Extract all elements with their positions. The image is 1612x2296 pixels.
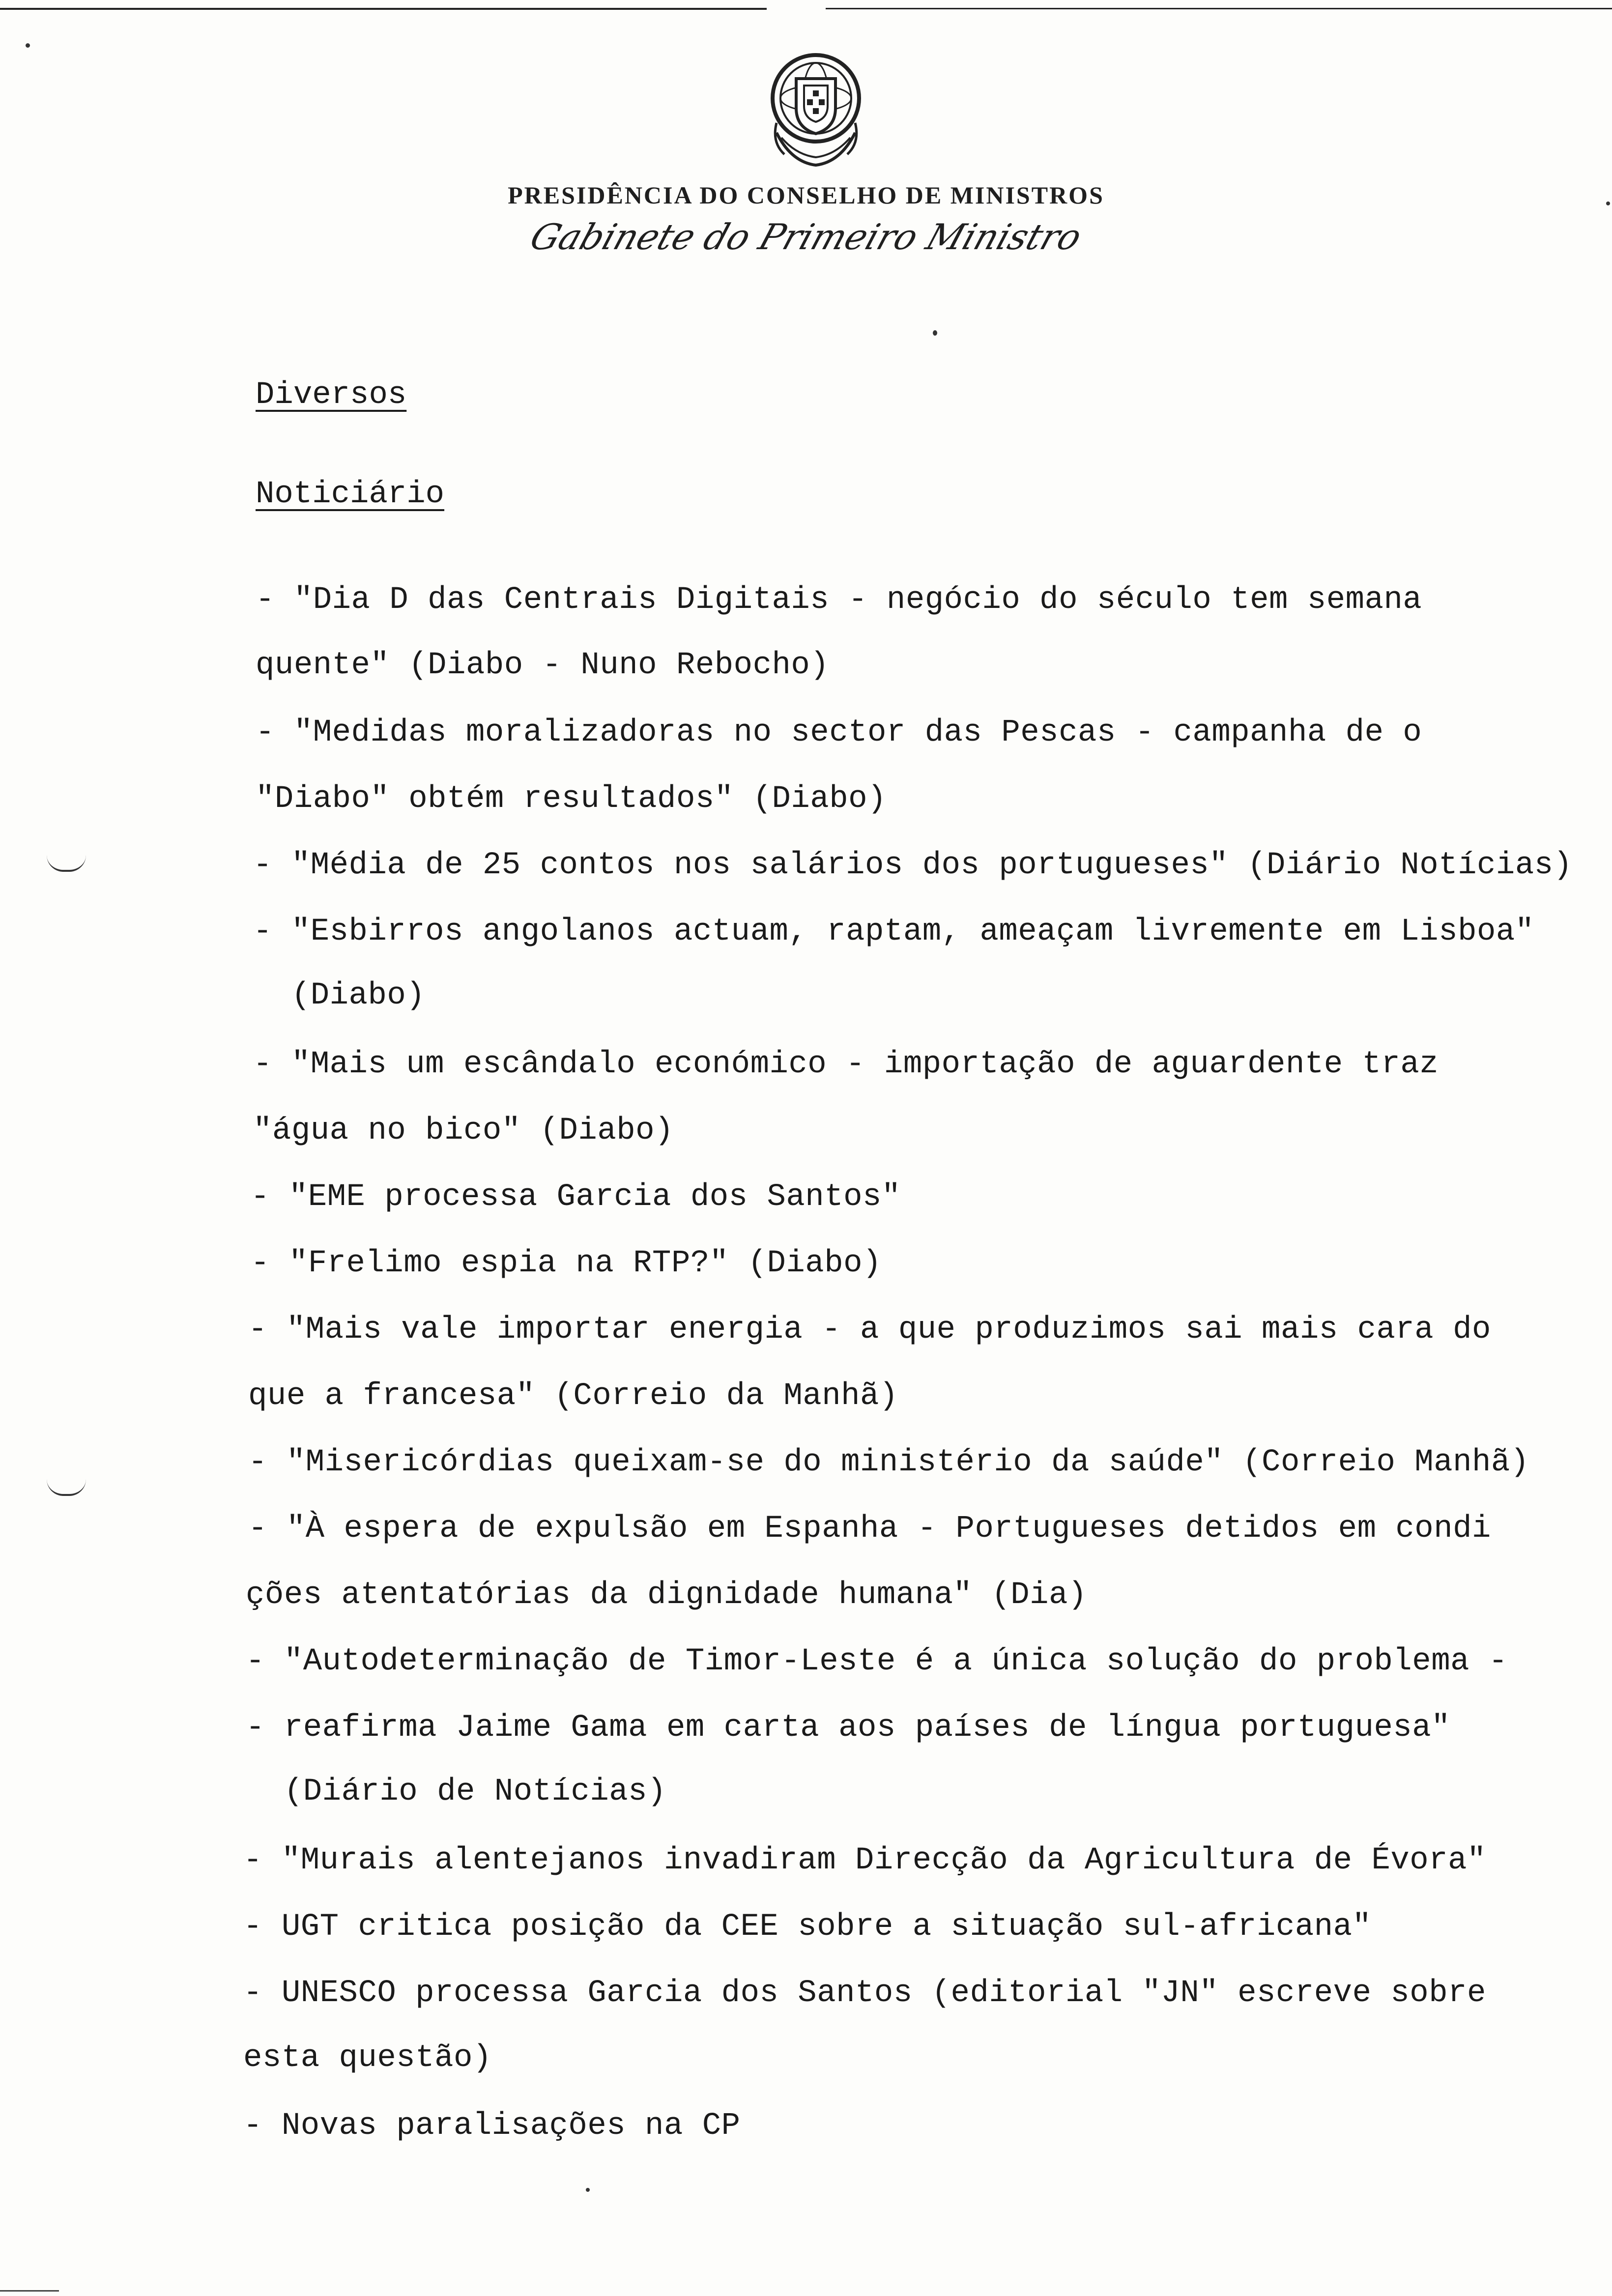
section-heading-noticiario: Noticiário — [256, 477, 445, 512]
news-line: - "Dia D das Centrais Digitais - negócio do século tem semana — [256, 582, 1422, 618]
margin-mark — [47, 1479, 86, 1496]
news-line: - "Medidas moralizadoras no sector das Pescas - campanha de o — [256, 715, 1422, 750]
news-line: (Diário de Notícias) — [246, 1774, 666, 1809]
top-scan-line — [0, 8, 767, 10]
scan-speck — [586, 2188, 590, 2192]
news-line: - "Mais vale importar energia - a que produzimos sai mais cara do — [248, 1312, 1491, 1348]
news-line: (Diabo) — [253, 978, 426, 1013]
news-line: "Diabo" obtém resultados" (Diabo) — [256, 781, 887, 817]
news-line: esta questão) — [243, 2040, 492, 2076]
news-line: - Novas paralisações na CP — [243, 2108, 741, 2144]
news-line: - "EME processa Garcia dos Santos" — [251, 1179, 901, 1215]
news-line: - "Frelimo espia na RTP?" (Diabo) — [251, 1246, 882, 1281]
news-line: - UGT critica posição da CEE sobre a situação sul-africana" — [243, 1909, 1372, 1945]
news-line: - UNESCO processa Garcia dos Santos (editorial "JN" escreve sobre — [243, 1976, 1486, 2011]
institution-title: PRESIDÊNCIA DO CONSELHO DE MINISTROS — [508, 181, 1104, 209]
top-scan-line-right — [826, 8, 1612, 9]
coat-of-arms-icon — [762, 49, 870, 172]
news-line: - "Misericórdias queixam-se do ministério da saúde" (Correio Manhã) — [248, 1445, 1529, 1480]
bottom-scan-line — [0, 2290, 59, 2292]
scan-speck — [933, 330, 937, 336]
scan-speck — [1606, 201, 1610, 205]
section-heading-diversos: Diversos — [256, 377, 407, 413]
office-subtitle: Gabinete do Primeiro Ministro — [525, 216, 1087, 258]
news-line: "água no bico" (Diabo) — [253, 1113, 674, 1148]
news-line: que a francesa" (Correio da Manhã) — [248, 1378, 898, 1414]
news-line: - "À espera de expulsão em Espanha - Portugueses detidos em condi — [248, 1511, 1491, 1547]
news-line: - "Autodeterminação de Timor-Leste é a única solução do problema - — [246, 1644, 1508, 1679]
margin-mark — [47, 855, 86, 872]
news-line: - "Esbirros angolanos actuam, raptam, ameaçam livremente em Lisboa" — [253, 914, 1534, 949]
news-line: quente" (Diabo - Nuno Rebocho) — [256, 648, 830, 683]
scan-speck — [26, 43, 30, 48]
news-line: - "Média de 25 contos nos salários dos portugueses" (Diário Notícias) — [253, 848, 1573, 883]
news-line: ções atentatórias da dignidade humana" (Dia) — [246, 1578, 1087, 1613]
news-line: - reafirma Jaime Gama em carta aos países de língua portuguesa" — [246, 1710, 1451, 1746]
news-line: - "Mais um escândalo económico - importação de aguardente traz — [253, 1047, 1439, 1082]
news-line: - "Murais alentejanos invadiram Direcção da Agricultura de Évora" — [243, 1843, 1486, 1878]
